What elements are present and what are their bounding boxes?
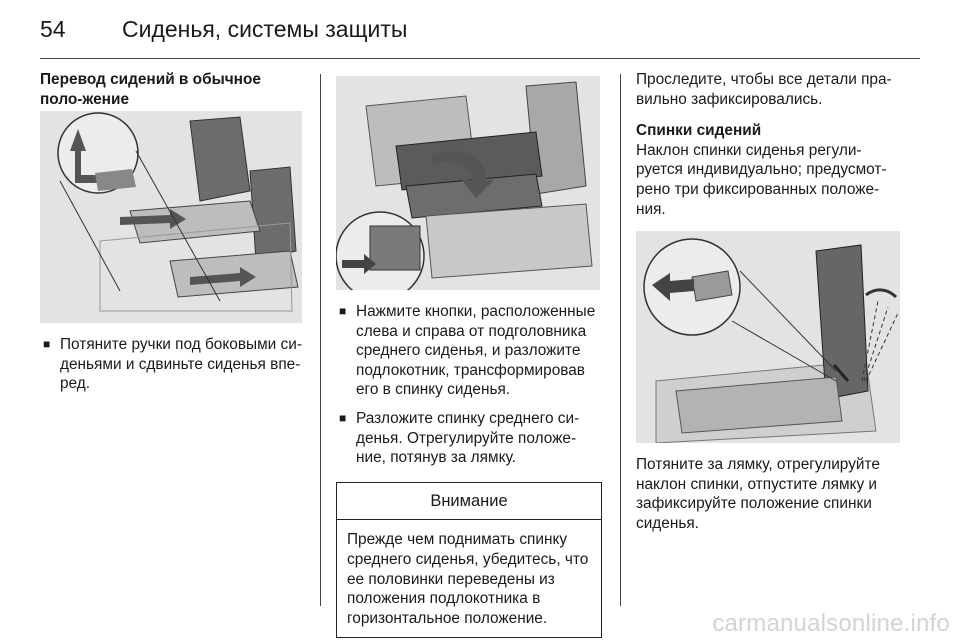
page-number: 54 [40,16,66,42]
backrest-recline-figure [636,231,900,443]
bullet-icon: ■ [339,410,347,425]
section-heading: Перевод сидений в обычное поло-жение [40,71,261,108]
header-rule [40,58,920,59]
section-heading: Спинки сидений [636,122,762,140]
column-divider [320,74,321,606]
column-right [636,70,902,534]
armrest-figure [336,76,600,290]
bullet-icon: ■ [43,337,51,352]
list-item [40,335,304,394]
list-item [336,409,602,468]
list-item-text: Потяните ручки под боковыми си-деньями и сдвиньте сиденья впе-ред. [60,336,302,393]
page-title: Сиденья, системы защиты [122,16,408,42]
column-middle [336,70,602,638]
intro-text: Проследите, чтобы все детали пра-вильно зафиксировались. [636,71,892,108]
warning-body: Прежде чем поднимать спинку среднего сиденья, убедитесь, что ее половинки переведены из положения подлокотника в горизонтальное положение. [347,531,589,627]
page-header [40,10,920,50]
column-left [40,70,304,394]
body-text: Наклон спинки сиденья регули-руется индивидуально; предусмот-рено три фиксированных положе-ния. [636,141,887,218]
warning-box [336,482,602,639]
seat-slide-figure [40,111,302,323]
bullet-icon: ■ [339,304,347,318]
watermark: carmanualsonline.info [712,610,950,637]
column-divider [620,74,621,606]
figure-caption: Потяните за лямку, отрегулируйте наклон спинки, отпустите лямку и зафиксируйте положение спинки сиденья. [636,456,880,532]
list-item-text: Нажмите кнопки, расположенные слева и справа от подголовника среднего сиденья, и разложите подлокотник, трансформировав его в спинку сиденья. [356,303,596,399]
list-item [336,302,602,400]
list-item-text: Разложите спинку среднего си-денья. Отрегулируйте положе-ние, потянув за лямку. [356,409,580,467]
warning-title: Внимание [337,483,601,521]
